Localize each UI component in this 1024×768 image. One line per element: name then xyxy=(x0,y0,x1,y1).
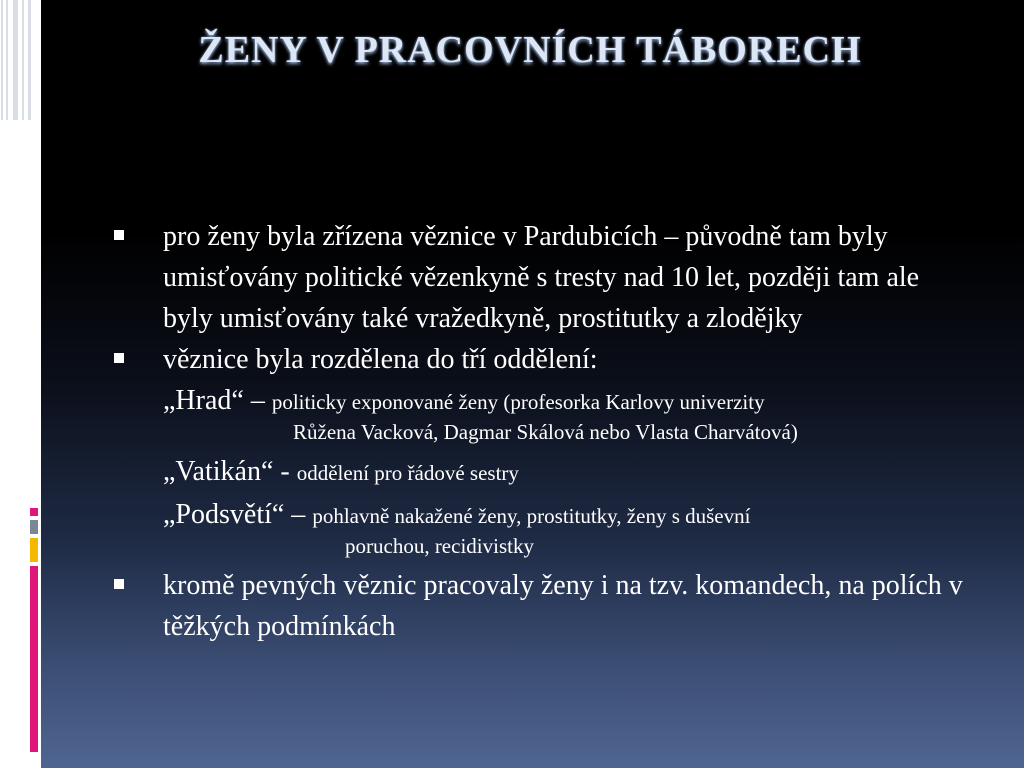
bullet-item xyxy=(110,216,970,339)
department-item xyxy=(163,451,970,494)
department-description: politicky exponované ženy (profesorka Karlovy univerzity xyxy=(271,390,765,414)
bullet-item xyxy=(110,339,970,380)
department-description-continued: Růžena Vacková, Dagmar Skálová nebo Vlasta Charvátová) xyxy=(293,420,798,444)
department-description-continued: poruchou, recidivistky xyxy=(345,534,534,558)
bullet-text: kromě pevných věznic pracovaly ženy i na tzv. komandech, na polích v těžkých podmínkách xyxy=(163,570,963,642)
square-bullet-icon xyxy=(114,579,124,589)
square-bullet-icon xyxy=(114,353,124,363)
department-name: „Vatikán“ - xyxy=(163,456,297,487)
department-description: pohlavně nakažené ženy, prostitutky, ženy s duševní xyxy=(312,504,751,528)
bullet-text: pro ženy byla zřízena věznice v Pardubicích – původně tam byly umisťovány politické vězenkyně s tresty nad 10 let, později tam ale byly umisťovány také vražedkyně, prostitutky a zlodějky xyxy=(163,221,920,334)
square-bullet-icon xyxy=(114,230,124,240)
department-description: oddělení pro řádové sestry xyxy=(296,461,519,485)
department-item xyxy=(163,494,970,561)
slide-title: ŽENY V PRACOVNÍCH TÁBORECH xyxy=(198,29,862,71)
department-name: „Podsvětí“ – xyxy=(163,499,313,530)
bullet-item xyxy=(110,565,970,647)
department-name: „Hrad“ – xyxy=(163,385,272,416)
department-item xyxy=(163,380,970,447)
slide-content xyxy=(110,216,970,647)
bullet-text: věznice byla rozdělena do tří oddělení: xyxy=(163,344,598,375)
